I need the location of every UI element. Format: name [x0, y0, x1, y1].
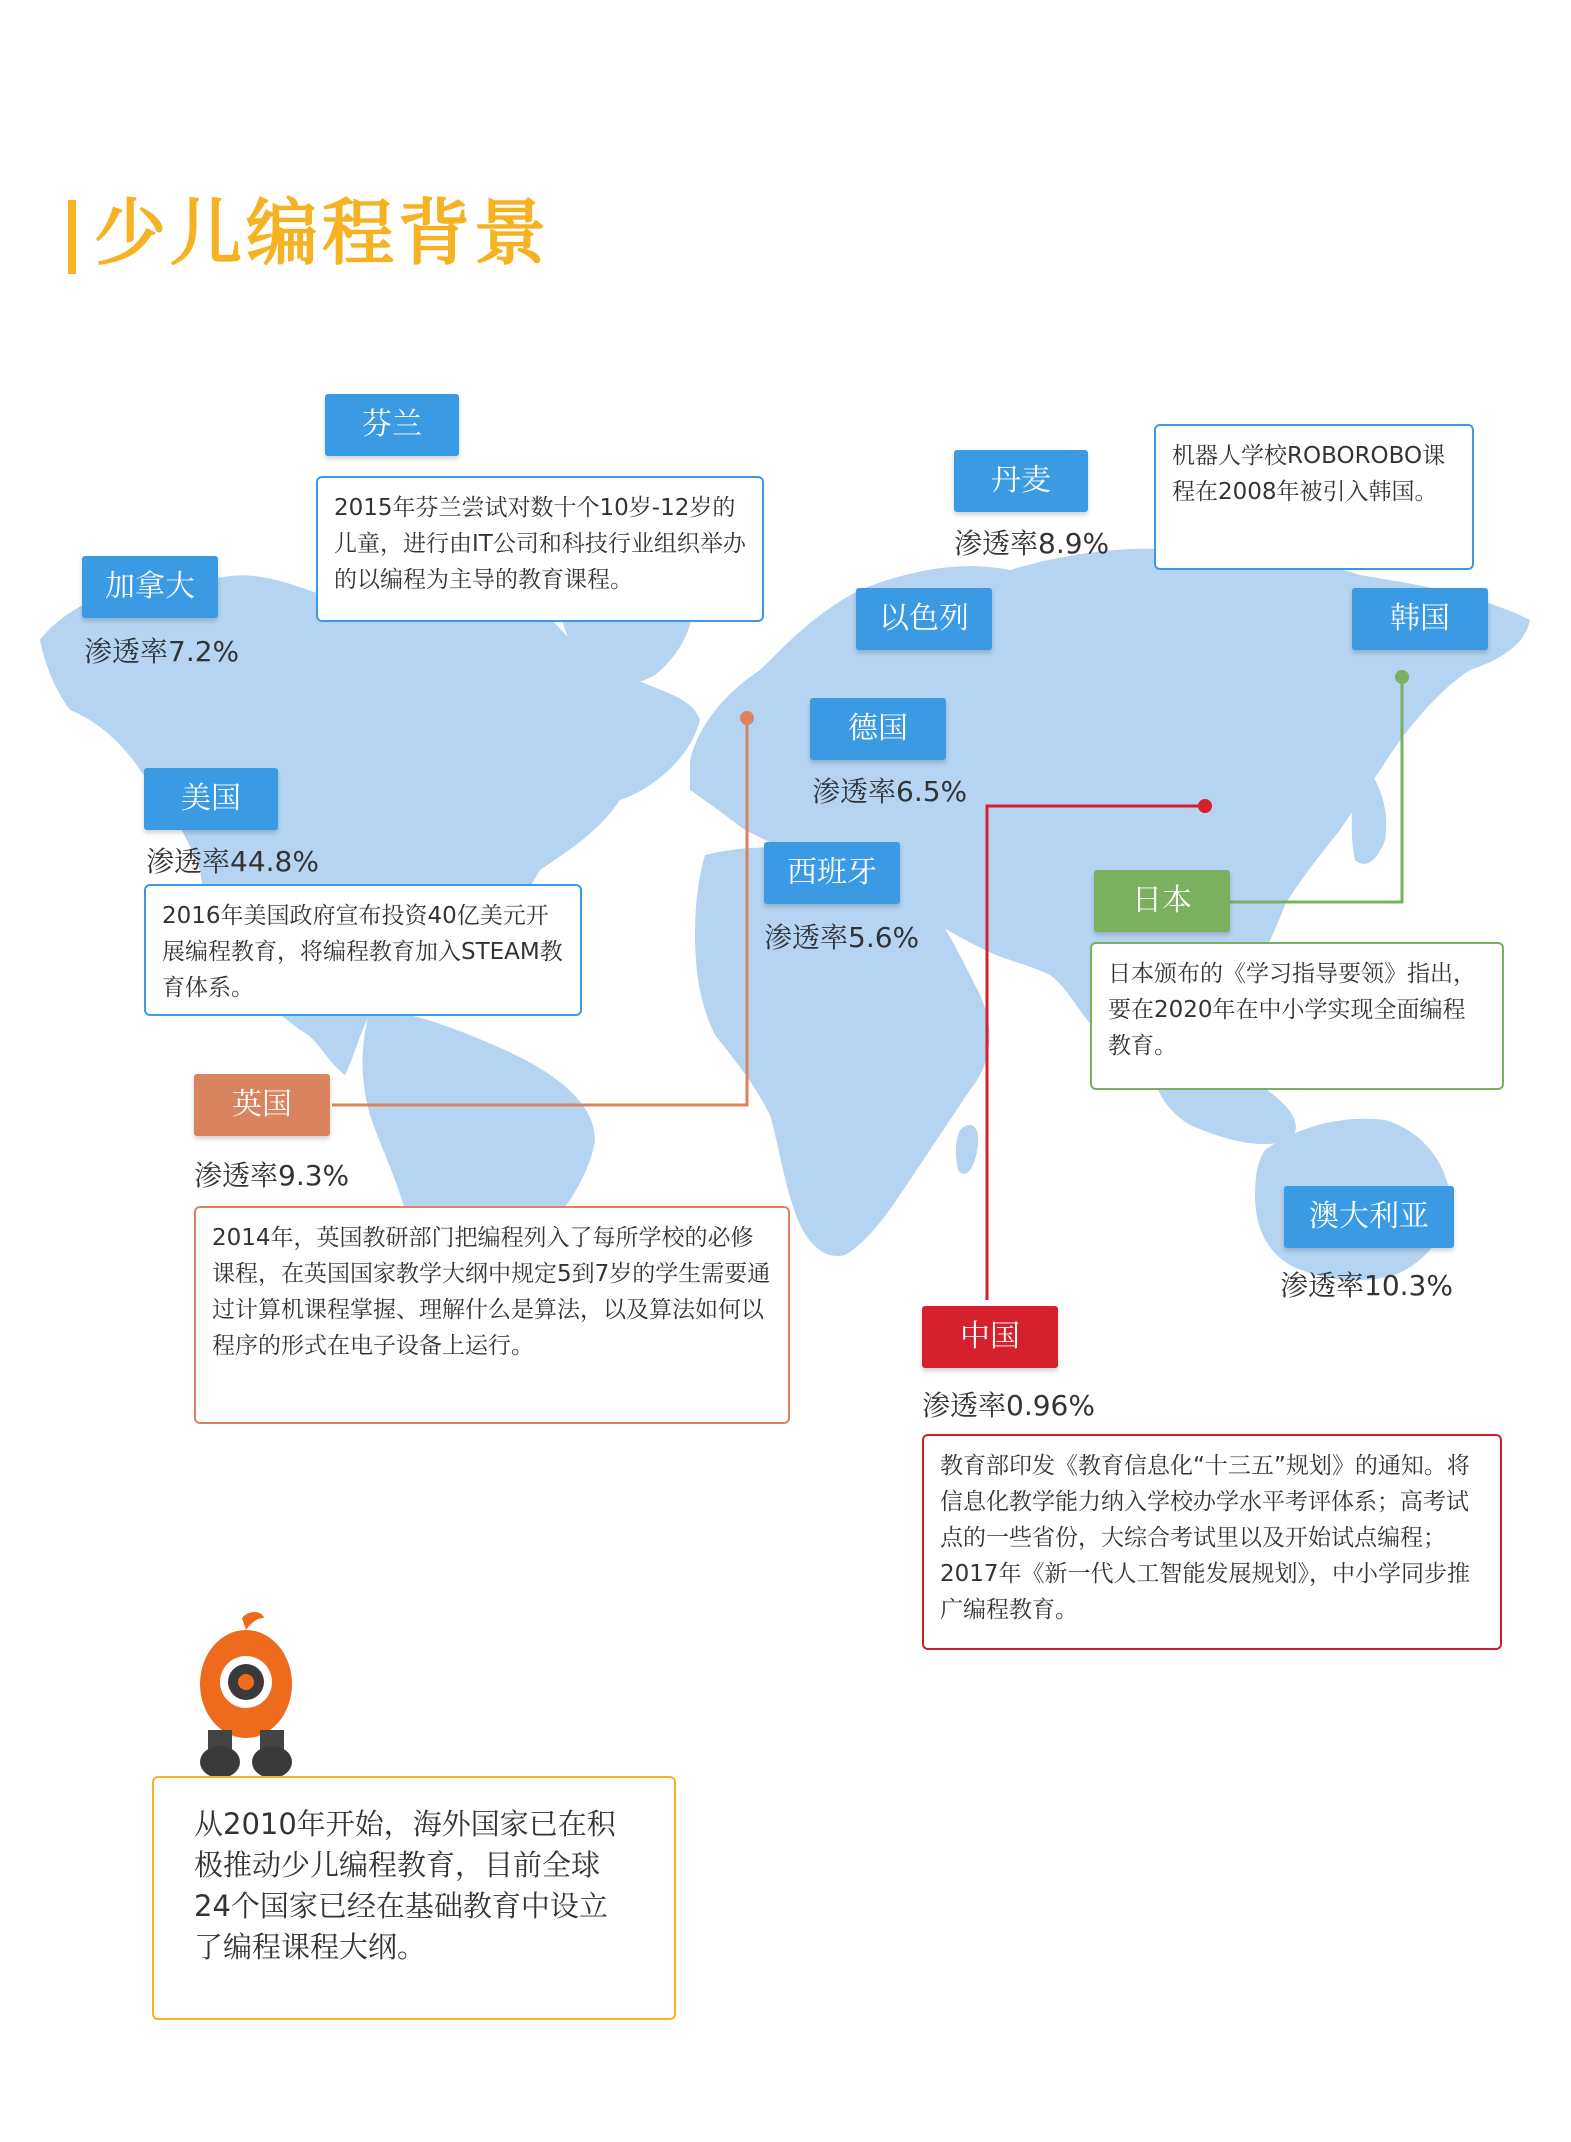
tag-china: 中国	[922, 1306, 1058, 1368]
page-title: 少儿编程背景	[94, 191, 551, 275]
china-rate: 渗透率0.96%	[922, 1389, 1095, 1422]
tag-uk: 英国	[194, 1074, 330, 1136]
germany-rate: 渗透率6.5%	[812, 775, 968, 808]
canada-rate: 渗透率7.2%	[84, 635, 240, 668]
madagascar-landmass	[956, 1125, 978, 1174]
spain-rate: 渗透率5.6%	[764, 921, 920, 954]
tag-australia: 澳大利亚	[1284, 1186, 1454, 1248]
japan-landmass	[1352, 760, 1387, 864]
tag-israel: 以色列	[856, 588, 992, 650]
usa-rate: 渗透率44.8%	[146, 845, 319, 878]
summary-note: 从2010年开始，海外国家已在积极推动少儿编程教育，目前全球24个国家已经在基础教育中设立了编程课程大纲。	[152, 1776, 676, 2020]
usa-note: 2016年美国政府宣布投资40亿美元开展编程教育，将编程教育加入STEAM教育体系。	[144, 884, 582, 1016]
uk-map-dot	[740, 711, 754, 725]
tag-spain: 西班牙	[764, 842, 900, 904]
korea-note: 机器人学校ROBOROBO课程在2008年被引入韩国。	[1154, 424, 1474, 570]
mascot-robot-icon	[190, 1612, 300, 1786]
tag-japan: 日本	[1094, 870, 1230, 932]
denmark-rate: 渗透率8.9%	[954, 527, 1110, 560]
tag-germany: 德国	[810, 698, 946, 760]
tag-denmark: 丹麦	[954, 450, 1088, 512]
uk-note: 2014年，英国教研部门把编程列入了每所学校的必修课程，在英国国家教学大纲中规定5到7岁的学生需要通过计算机课程掌握、理解什么是算法，以及算法如何以程序的形式在电子设备上运行。	[194, 1206, 790, 1424]
tag-usa: 美国	[144, 768, 278, 830]
tag-korea: 韩国	[1352, 588, 1488, 650]
tag-finland: 芬兰	[325, 394, 459, 456]
uk-rate: 渗透率9.3%	[194, 1159, 350, 1192]
japan-map-dot	[1395, 670, 1409, 684]
china-note: 教育部印发《教育信息化“十三五”规划》的通知。将信息化教学能力纳入学校办学水平考评体系；高考试点的一些省份，大综合考试里以及开始试点编程；2017年《新一代人工智能发展规划》，中小学同步推广编程教育。	[922, 1434, 1502, 1650]
japan-note: 日本颁布的《学习指导要领》指出，要在2020年在中小学实现全面编程教育。	[1090, 942, 1504, 1090]
china-map-dot	[1198, 799, 1212, 813]
australia-rate: 渗透率10.3%	[1280, 1269, 1453, 1302]
finland-note: 2015年芬兰尝试对数十个10岁-12岁的儿童，进行由IT公司和科技行业组织举办的以编程为主导的教育课程。	[316, 476, 764, 622]
tag-canada: 加拿大	[82, 556, 218, 618]
